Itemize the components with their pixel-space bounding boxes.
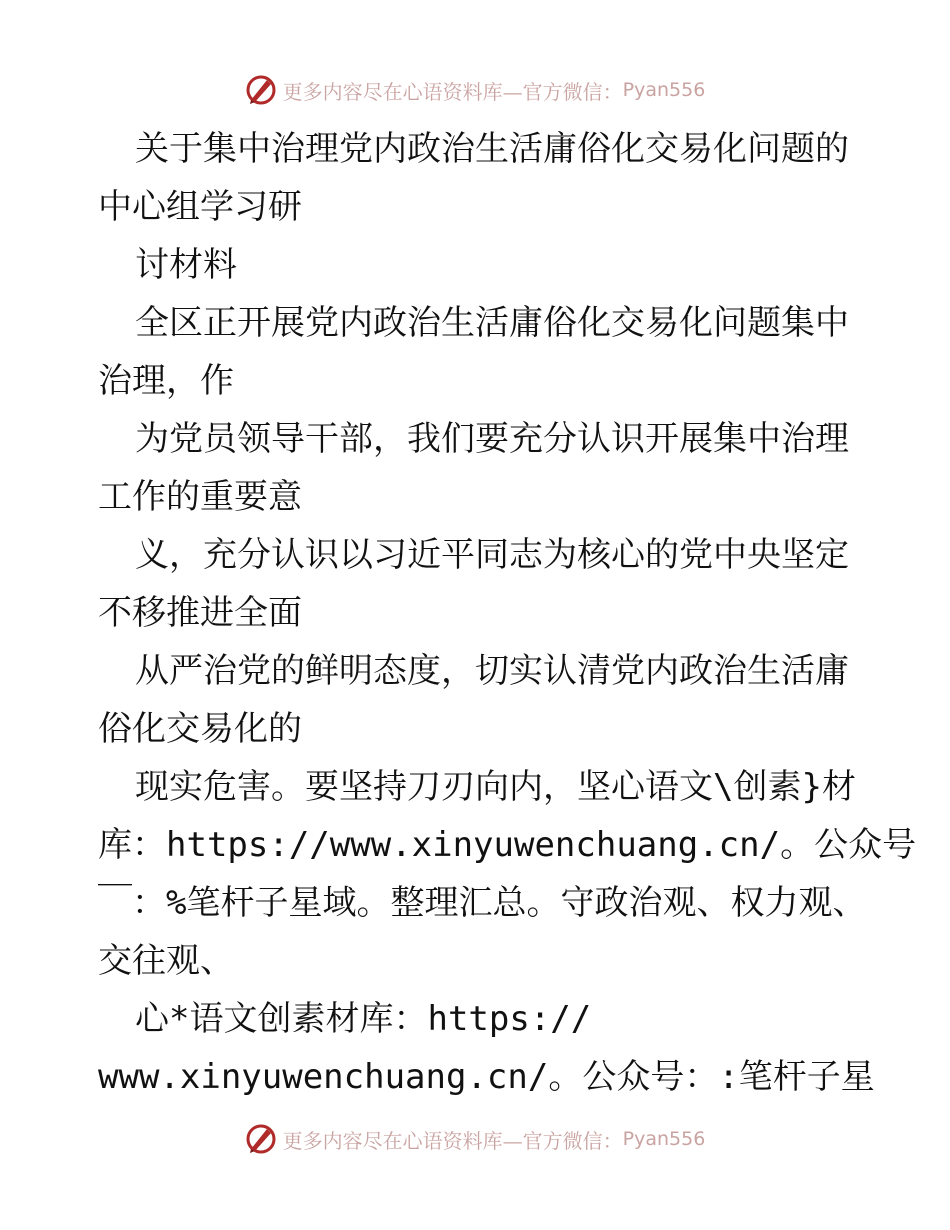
banner-main-text: 更多内容尽在心语资料库—官方微信： bbox=[282, 1128, 623, 1153]
banner-account-id: Pyan556 bbox=[622, 79, 706, 101]
text-line: 讨材料 bbox=[135, 245, 237, 285]
banner-account-id: Pyan556 bbox=[622, 1128, 706, 1150]
text-line: 心*语文创素材库：https:// bbox=[135, 999, 592, 1039]
footer-banner bbox=[0, 1119, 950, 1159]
text-line: ￣：%笔杆子星域。整理汇总。守政治观、权力观、 bbox=[98, 883, 867, 923]
text-line: 治理，作 bbox=[98, 361, 234, 401]
text-line: 不移推进全面 bbox=[98, 593, 302, 633]
text-line: 为党员领导干部，我们要充分认识开展集中治理 bbox=[135, 419, 849, 459]
text-line: 俗化交易化的 bbox=[98, 709, 302, 749]
text-line: 义，充分认识以习近平同志为核心的党中央坚定 bbox=[135, 535, 849, 575]
text-line: 交往观、 bbox=[98, 941, 234, 981]
text-line: 工作的重要意 bbox=[98, 477, 302, 517]
text-line: 关于集中治理党内政治生活庸俗化交易化问题的 bbox=[135, 129, 849, 169]
text-line: 现实危害。要坚持刀刃向内，坚心语文\创素}材 bbox=[135, 767, 856, 807]
header-banner bbox=[0, 70, 950, 110]
text-line: 中心组学习研 bbox=[98, 187, 302, 227]
text-line: 库：https://www.xinyuwenchuang.cn/。公众号 bbox=[98, 825, 917, 865]
pen-logo-icon bbox=[245, 1123, 277, 1155]
text-line: 全区正开展党内政治生活庸俗化交易化问题集中 bbox=[135, 303, 849, 343]
document-body bbox=[98, 120, 917, 1106]
banner-main-text: 更多内容尽在心语资料库—官方微信： bbox=[282, 79, 623, 104]
text-line: 从严治党的鲜明态度，切实认清党内政治生活庸 bbox=[135, 651, 849, 691]
text-line: www.xinyuwenchuang.cn/。公众号：:笔杆子星 bbox=[98, 1057, 875, 1097]
pen-logo-icon bbox=[245, 74, 277, 106]
